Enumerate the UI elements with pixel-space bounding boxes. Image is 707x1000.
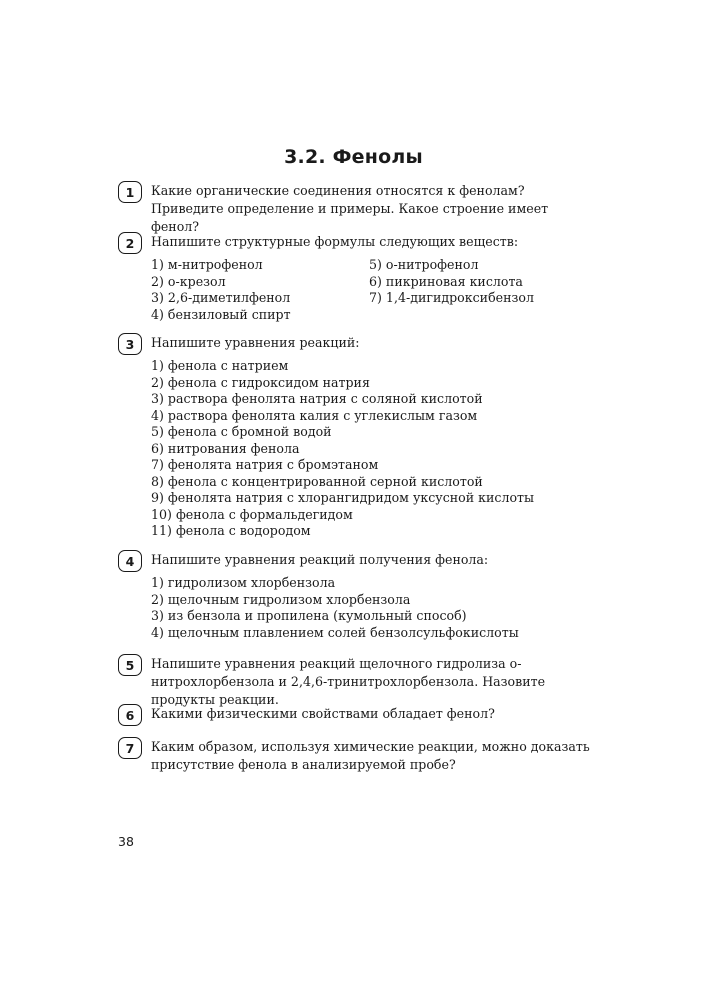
task-item-list xyxy=(151,257,598,323)
list-item: 3) раствора фенолята натрия с соляной кислотой xyxy=(151,391,483,406)
task-7 xyxy=(118,738,598,774)
list-item: 2) о-крезол xyxy=(151,273,226,289)
list-item: 10) фенола с формальдегидом xyxy=(151,506,353,522)
list-item: 4) бензиловый спирт xyxy=(151,306,291,322)
task-number-badge: 7 xyxy=(118,737,142,759)
list-item: 7) 1,4-дигидроксибензол xyxy=(369,290,534,305)
task-item-list xyxy=(151,358,598,540)
list-item: 9) фенолята натрия с хлорангидридом уксусной кислоты xyxy=(151,490,535,505)
task-number-badge: 4 xyxy=(118,550,142,572)
items-column-right xyxy=(369,257,534,323)
items-column-left xyxy=(151,257,369,323)
task-number-badge: 6 xyxy=(118,704,142,726)
list-item: 1) м-нитрофенол xyxy=(151,257,263,272)
task-4 xyxy=(118,551,598,641)
task-question: Какие органические соединения относятся к фенолам? Приведите определение и примеры. Какое строение имеет фенол? xyxy=(151,183,549,234)
task-item-list xyxy=(151,575,598,641)
task-question: Какими физическими свойствами обладает фенол? xyxy=(151,706,495,721)
task-6 xyxy=(118,705,598,723)
task-3 xyxy=(118,334,598,540)
list-item: 4) щелочным плавлением солей бензолсульфокислоты xyxy=(151,624,519,640)
list-item: 1) гидролизом хлорбензола xyxy=(151,575,336,590)
task-number-badge: 1 xyxy=(118,181,142,203)
task-question: Напишите уравнения реакций щелочного гидролиза о-нитрохлорбензола и 2,4,6-тринитрохлорбензола. Назовите продукты реакции. xyxy=(151,656,546,707)
list-item: 2) щелочным гидролизом хлорбензола xyxy=(151,591,411,607)
task-number-badge: 3 xyxy=(118,333,142,355)
list-item: 5) фенола с бромной водой xyxy=(151,424,332,439)
list-item: 3) из бензола и пропилена (кумольный способ) xyxy=(151,608,467,623)
list-item: 7) фенолята натрия с бромэтаном xyxy=(151,457,379,472)
task-2 xyxy=(118,233,598,323)
list-item: 4) раствора фенолята калия с углекислым газом xyxy=(151,407,478,423)
task-5 xyxy=(118,655,598,709)
page-number: 38 xyxy=(118,834,134,849)
task-number-badge: 5 xyxy=(118,654,142,676)
task-1 xyxy=(118,182,598,236)
list-item: 3) 2,6-диметилфенол xyxy=(151,290,291,305)
task-question: Каким образом, используя химические реакции, можно доказать присутствие фенола в анализируемой пробе? xyxy=(151,739,590,772)
list-item: 6) пикриновая кислота xyxy=(369,273,523,289)
task-question: Напишите уравнения реакций получения фенола: xyxy=(151,552,489,567)
task-question: Напишите структурные формулы следующих веществ: xyxy=(151,234,519,249)
list-item: 1) фенола с натрием xyxy=(151,358,289,373)
list-item: 5) о-нитрофенол xyxy=(369,257,479,272)
list-item: 6) нитрования фенола xyxy=(151,440,300,456)
list-item: 11) фенола с водородом xyxy=(151,523,311,538)
list-item: 2) фенола с гидроксидом натрия xyxy=(151,374,370,390)
task-question: Напишите уравнения реакций: xyxy=(151,335,360,350)
list-item: 8) фенола с концентрированной серной кислотой xyxy=(151,473,483,489)
task-number-badge: 2 xyxy=(118,232,142,254)
section-title: 3.2. Фенолы xyxy=(284,146,423,168)
